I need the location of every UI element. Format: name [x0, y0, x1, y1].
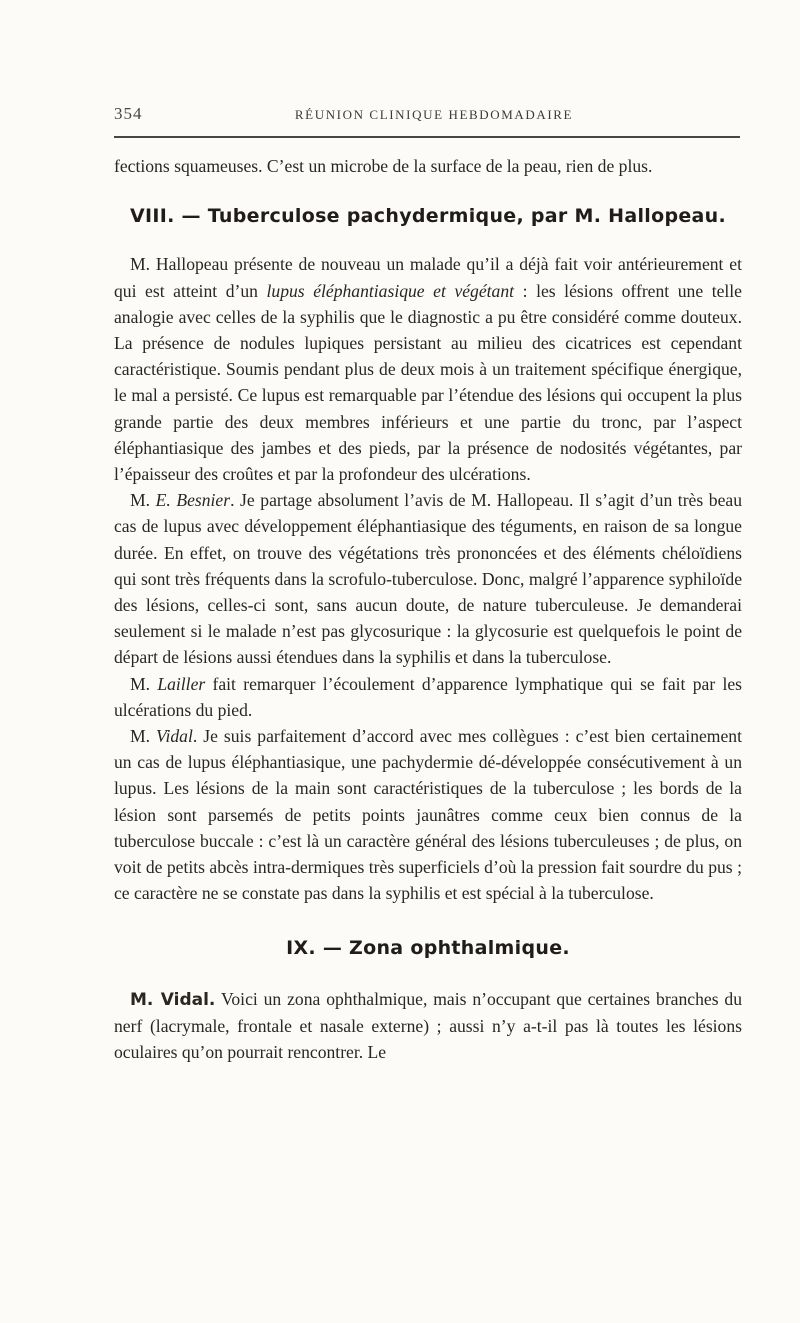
speaker-name: M. Vidal. — [130, 989, 216, 1010]
italic-term: lupus éléphantiasique et végétant — [266, 280, 515, 301]
page-number: 354 — [114, 104, 143, 123]
speaker-name: E. Besnier — [155, 490, 231, 511]
page-header — [114, 104, 754, 130]
paragraph-lailler: M. Lailler fait remarquer l’écoulement d’apparence lymphatique qui se fait par les ulcérations du pied. — [114, 673, 742, 720]
section-heading-ix: IX. — Zona ophthalmique. — [286, 937, 570, 960]
paragraph-zona: M. Vidal. Voici un zona ophthalmique, mais n’occupant que certaines branches du nerf (lacrymale, frontale et nasale externe) ; aussi n’y a-t-il pas là toutes les lésions oculaires qu’on pourrait rencontrer. Le — [114, 988, 743, 1063]
speaker-name: Vidal — [156, 726, 193, 747]
running-head: RÉUNION CLINIQUE HEBDOMADAIRE — [294, 107, 574, 122]
header-rule — [114, 136, 740, 138]
continued-paragraph: fections squameuses. C’est un microbe de la surface de la peau, rien de plus. — [114, 156, 653, 176]
paragraph-vidal: M. Vidal. Je suis parfaitement d’accord avec mes collègues : c’est bien certainement un cas de lupus éléphantiasique, une pachydermie dé-développée consécutivement à un lupus. Les lésions de la main sont caractéristiques de la tuberculose ; les bords de la lésion sont parsemés de petits points jaunâtres comme ceux bien connus de la tuberculose buccale : c’est là un caractère général des lésions tuberculeuses ; de plus, on voit de petits abcès intra-dermiques très superficiels d’où la pression fait sourdre du pus ; ce caractère ne se constate pas dans la syphilis et est spécial à la tuberculose. — [114, 726, 742, 904]
paragraph-besnier: M. E. Besnier. Je partage absolument l’avis de M. Hallopeau. Il s’agit d’un très beau cas de lupus avec développement éléphantiasique des téguments, en raison de sa longue durée. En effet, on trouve des végétations très prononcées et des éléments chéloïdiens qui sont très fréquents dans la scrofulo-tuberculose. Donc, malgré l’apparence syphiloïde des lésions, celles-ci sont, sans aucun doute, de nature tuberculeuse. Je demanderai seulement si le malade n’est pas glycosurique : la glycosurie est quelquefois le point de départ de lésions aussi étendues dans la syphilis et dans la tuberculose. — [114, 490, 742, 668]
page-body — [114, 153, 742, 1065]
paragraph-hallopeau: M. Hallopeau présente de nouveau un malade qu’il a déjà fait voir antérieurement et qui est atteint d’un lupus éléphantiasique et végétant : les lésions offrent une telle analogie avec celles de la syphilis que le diagnostic a pu être considéré comme douteux. La présence de nodules lupiques persistant au milieu des cicatrices est cependant caractéristique. Soumis pendant plus de deux mois à un traitement spécifique énergique, le mal a persisté. Ce lupus est remarquable par l’étendue des lésions qui occupent la plus grande partie des deux membres inférieurs et une partie du tronc, par l’aspect éléphantiasique des jambes et des pieds, par la présence de nodosités végétantes, par l’épaisseur des croûtes et par la profondeur des ulcérations. — [114, 254, 742, 485]
speaker-name: Lailler — [157, 673, 206, 694]
section-heading-viii: VIII. — Tuberculose pachydermique, par M. Hallopeau. — [130, 205, 726, 228]
